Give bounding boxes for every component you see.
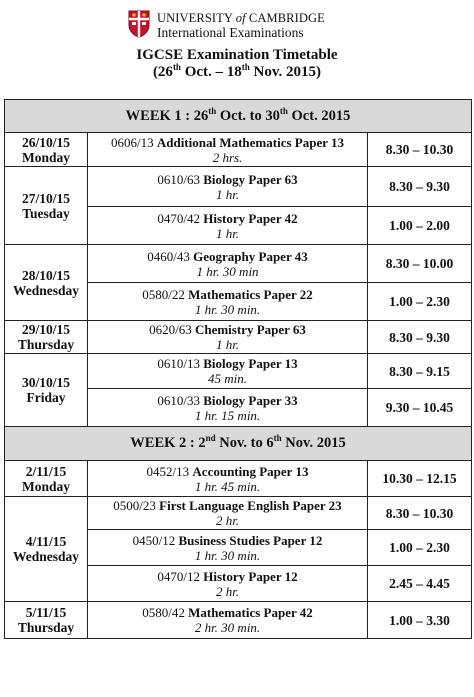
paper-name: Chemistry Paper 63 [194,322,306,337]
paper-code: 0450/12 [132,532,176,548]
week-label-sup: th [208,105,217,116]
paper-title [88,287,367,302]
paper-title [88,393,367,408]
exam-weekday: Thursday [17,620,75,635]
paper-code: 0610/63 [157,171,200,187]
paper-duration: 1 hr. [215,186,240,202]
paper-cell [88,530,368,566]
paper-title [88,533,367,548]
paper-title [88,135,367,150]
exam-time: 1.00 – 2.00 [368,207,472,245]
university-name: UNIVERSITY of CAMBRIDGE [157,11,325,25]
exam-time: 8.30 – 9.30 [368,167,472,207]
paper-title [88,172,367,187]
week-label [5,427,472,461]
paper-code: 0606/13 [110,134,154,150]
exam-time: 8.30 – 9.30 [368,321,472,354]
table-row [5,602,472,639]
paper-title [88,249,367,264]
week-label-text: Nov. 2015 [281,435,346,451]
paper-cell [88,602,368,639]
exam-date: 28/10/15 [21,267,70,283]
exam-time: 8.30 – 10.30 [368,133,472,167]
exam-time: 1.00 – 2.30 [368,283,472,321]
paper-cell [88,497,368,530]
paper-cell [88,167,368,207]
paper-name: Business Studies Paper 12 [178,532,323,548]
paper-code: 0620/63 [149,322,192,337]
paper-name: Geography Paper 43 [193,248,308,264]
paper-duration: 2 hrs. [212,149,243,165]
table-row [5,133,472,167]
paper-code: 0580/22 [142,286,185,302]
paper-name: Biology Paper 33 [203,392,298,408]
table-row [5,321,472,354]
paper-title [88,211,367,226]
paper-code: 0610/13 [157,356,200,371]
paper-code: 0470/12 [157,568,200,584]
exam-weekday: Wednesday [12,282,80,298]
exam-weekday: Tuesday [22,205,70,221]
exam-date: 27/10/15 [21,190,70,206]
paper-duration: 1 hr. 30 min. [194,301,261,317]
paper-name: Biology Paper 13 [203,356,298,371]
exam-time: 8.30 – 9.15 [368,354,472,389]
paper-duration: 1 hr. 15 min. [194,407,261,423]
paper-name: History Paper 12 [203,568,298,584]
exam-day-cell [5,461,88,497]
paper-cell [88,133,368,167]
week-label-sup: th [273,433,282,444]
paper-code: 0452/13 [146,463,190,479]
paper-code: 0470/42 [157,210,200,226]
table-row [5,245,472,283]
paper-cell [88,207,368,245]
paper-name: Mathematics Paper 42 [188,605,313,620]
paper-title [88,356,367,371]
week-label-sup: nd [205,433,216,444]
paper-duration: 2 hr. [215,513,240,528]
week-label [5,100,472,133]
date-range: (26th Oct. – 18th Nov. 2015) [152,62,322,80]
paper-cell [88,566,368,602]
university-subtitle: International Examinations [157,25,304,40]
paper-title [88,322,367,337]
exam-time: 1.00 – 3.30 [368,602,472,639]
exam-weekday: Friday [26,390,66,405]
paper-title [88,464,367,479]
table-row [5,167,472,207]
paper-name: First Language English Paper 23 [159,498,342,513]
paper-duration: 45 min. [208,371,247,386]
paper-cell [88,245,368,283]
paper-code: 0500/23 [113,498,156,513]
paper-code: 0610/33 [157,392,200,408]
paper-duration: 2 hr. [215,583,240,599]
exam-date: 4/11/15 [25,534,67,549]
paper-duration: 2 hr. 30 min. [194,620,261,635]
week-label-sup: th [279,105,288,116]
paper-duration: 1 hr. [215,225,240,241]
week-header-row [5,427,472,461]
exam-day-cell [5,321,88,354]
exam-time: 8.30 – 10.30 [368,497,472,530]
paper-title [88,605,367,620]
exam-day-cell [5,167,88,245]
exam-weekday: Monday [21,149,70,165]
paper-duration: 1 hr. 30 min [196,263,259,279]
exam-time: 9.30 – 10.45 [368,389,472,427]
paper-cell [88,283,368,321]
exam-weekday: Thursday [17,337,75,352]
paper-cell [88,354,368,389]
paper-name: History Paper 42 [203,210,298,226]
document-header [0,0,474,98]
paper-duration: 1 hr. [215,337,240,352]
exam-day-cell [5,354,88,427]
timetable [4,99,472,639]
paper-title [88,569,367,584]
week-label-text: Nov. to 6 [215,435,274,451]
exam-time: 8.30 – 10.00 [368,245,472,283]
week-label-text: Oct. 2015 [287,107,351,124]
page-title: IGCSE Examination Timetable [136,47,338,63]
paper-name: Accounting Paper 13 [192,463,309,479]
exam-weekday: Wednesday [12,549,80,564]
exam-date: 2/11/15 [25,463,67,479]
paper-name: Mathematics Paper 22 [188,286,313,302]
exam-day-cell [5,497,88,602]
exam-date: 26/10/15 [21,134,70,150]
table-row [5,497,472,530]
paper-cell [88,461,368,497]
exam-time: 1.00 – 2.30 [368,530,472,566]
paper-name: Biology Paper 63 [203,171,298,187]
week-header-row [5,100,472,133]
table-row [5,461,472,497]
week-label-text: Oct. to 30 [216,107,280,124]
paper-duration: 1 hr. 45 min. [194,478,261,494]
paper-code: 0460/43 [147,248,190,264]
paper-cell [88,321,368,354]
exam-day-cell [5,602,88,639]
paper-title [88,498,367,513]
exam-date: 5/11/15 [25,605,67,620]
exam-time: 2.45 – 4.45 [368,566,472,602]
paper-duration: 1 hr. 30 min. [194,547,261,563]
exam-day-cell [5,245,88,321]
paper-name: Additional Mathematics Paper 13 [156,134,345,150]
exam-weekday: Monday [21,478,70,494]
week-label-text: WEEK 2 : 2 [130,435,206,451]
table-row [5,354,472,389]
cambridge-crest-icon [128,10,150,38]
exam-date: 30/10/15 [21,375,70,390]
exam-day-cell [5,133,88,167]
paper-cell [88,389,368,427]
paper-code: 0580/42 [142,605,185,620]
week-label-text: WEEK 1 : 26 [125,107,209,124]
exam-time: 10.30 – 12.15 [368,461,472,497]
exam-date: 29/10/15 [21,322,70,337]
